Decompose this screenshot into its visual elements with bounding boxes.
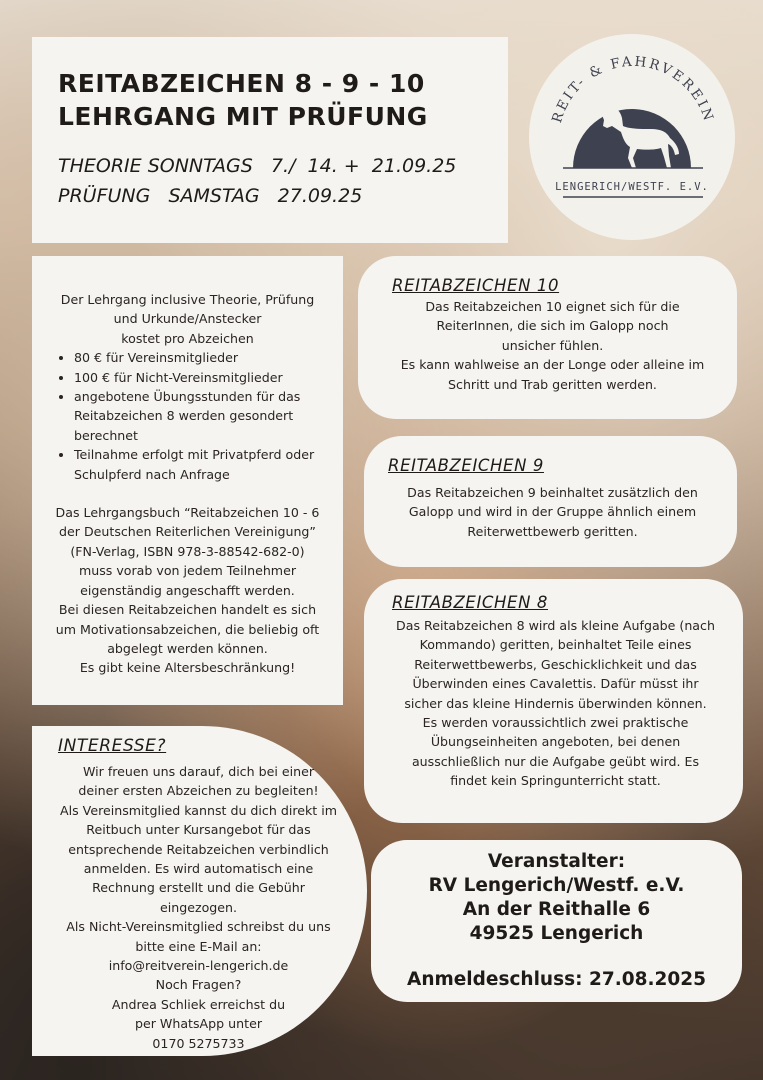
body-line: Galopp und wird in der Gruppe ähnlich einem: [408, 504, 697, 520]
body-line: Als Nicht-Vereinsmitglied schreibst du uns: [66, 919, 331, 935]
card-reitabzeichen-8: [364, 579, 743, 823]
organizer-name: RV Lengerich/Westf. e.V.: [428, 875, 685, 896]
book-line: Das Lehrgangsbuch “Reitabzeichen 10 - 6: [55, 505, 320, 521]
body-line: Reiterwettbewerb geritten.: [467, 523, 638, 539]
card-body: [392, 297, 713, 394]
book-line: muss vorab von jedem Teilnehmer: [78, 563, 297, 579]
header-panel: [32, 37, 508, 243]
body-line: entsprechende Reitabzeichen verbindlich: [68, 841, 329, 857]
title-line-1: REITABZEICHEN 8 - 9 - 10: [58, 69, 425, 98]
book-line: (FN-Verlag, ISBN 978-3-88542-682-0): [70, 543, 305, 559]
registration-deadline: Anmeldeschluss: 27.08.2025: [407, 969, 706, 990]
logo-bottom-text: LENGERICH/WESTF. E.V.: [555, 181, 709, 193]
intro-line: Der Lehrgang inclusive Theorie, Prüfung: [60, 292, 315, 307]
book-text: [50, 503, 325, 678]
body-line: bitte eine E-Mail an:: [135, 938, 262, 954]
body-line: Überwinden eines Cavalettis. Dafür müsst ihr: [412, 676, 699, 692]
body-line: Reitbuch unter Kursangebot für das: [86, 822, 311, 838]
card-title: REITABZEICHEN 10: [392, 276, 560, 295]
organizer-label: Veranstalter:: [487, 851, 626, 872]
card-body: [388, 483, 717, 541]
phone-number[interactable]: 0170 5275733: [152, 1035, 245, 1051]
exam-date: PRÜFUNG SAMSTAG 27.09.25: [58, 185, 363, 207]
intro-line: und Urkunde/Anstecker: [113, 311, 262, 327]
body-line: ausschließlich nur die Aufgabe geübt wird. Es: [411, 753, 700, 769]
intro-text: [50, 290, 325, 348]
course-info-panel: [32, 256, 343, 705]
list-item: • Teilnahme erfolgt mit Privatpferd oder Schulpferd nach Anfrage: [74, 445, 325, 484]
card-reitabzeichen-9: [364, 436, 737, 567]
intro-line: kostet pro Abzeichen: [121, 330, 254, 346]
body-line: Es kann wahlweise an der Longe oder alleine im: [400, 357, 705, 373]
list-item: • angebotene Übungsstunden für das Reitabzeichen 8 werden gesondert berechnet: [74, 387, 325, 445]
body-line: unsicher fühlen.: [501, 337, 604, 353]
body-line: eingezogen.: [159, 899, 237, 915]
logo-arc-text: REIT- & FAHRVEREIN: [549, 53, 717, 125]
body-line: findet kein Springunterricht statt.: [450, 773, 661, 789]
book-line: um Motivationsabzeichen, die beliebig oft: [55, 621, 320, 637]
club-logo: [529, 34, 735, 240]
body-line: ReiterInnen, die sich im Galopp noch: [436, 318, 669, 334]
body-line: Als Vereinsmitglied kannst du dich direkt im: [60, 802, 337, 818]
body-line: Das Reitabzeichen 9 beinhaltet zusätzlich den: [407, 485, 698, 500]
book-line: abgelegt werden können.: [107, 640, 268, 656]
card-reitabzeichen-10: [358, 256, 737, 419]
book-line: der Deutschen Reiterlichen Vereinigung”: [59, 524, 316, 540]
body-line: Es werden voraussichtlich zwei praktische: [422, 715, 689, 731]
body-line: Rechnung erstellt und die Gebühr: [92, 880, 305, 896]
interest-title: INTERESSE?: [58, 736, 167, 756]
body-line: Reiterwettbewerbs, Geschicklichkeit und das: [414, 656, 697, 672]
body-line: Schritt und Trab geritten werden.: [448, 376, 657, 392]
book-line: eigenständig angeschafft werden.: [80, 582, 295, 598]
body-line: anmelden. Es wird automatisch eine: [83, 861, 314, 877]
body-line: per WhatsApp unter: [134, 1016, 262, 1032]
book-line: Es gibt keine Altersbeschränkung!: [79, 660, 296, 676]
card-title: REITABZEICHEN 8: [392, 593, 548, 612]
body-line: Wir freuen uns darauf, dich bei einer: [82, 764, 314, 779]
body-line: deiner ersten Abzeichen zu begleiten!: [78, 783, 319, 799]
theory-dates: THEORIE SONNTAGS 7./ 14. + 21.09.25: [58, 155, 457, 177]
body-line: Noch Fragen?: [155, 977, 242, 993]
body-line: Andrea Schliek erreichst du: [111, 996, 286, 1012]
interest-panel: [32, 726, 367, 1056]
body-line: Kommando) geritten, beinhaltet Teile eines: [419, 637, 692, 653]
body-line: Das Reitabzeichen 10 eignet sich für die: [425, 299, 680, 314]
interest-body: [40, 762, 357, 1053]
body-line: sicher das kleine Hindernis überwinden können.: [404, 695, 707, 711]
list-item: • 100 € für Nicht-Vereinsmitglieder: [74, 368, 325, 387]
body-line: Das Reitabzeichen 8 wird als kleine Aufgabe (nach: [396, 618, 715, 633]
email-link[interactable]: info@reitverein-lengerich.de: [108, 958, 289, 974]
organizer-panel: [371, 840, 742, 1002]
list-item: • 80 € für Vereinsmitglieder: [74, 348, 325, 367]
organizer-city: 49525 Lengerich: [469, 923, 644, 944]
organizer-street: An der Reithalle 6: [462, 899, 651, 920]
card-title: REITABZEICHEN 9: [388, 456, 544, 475]
card-body: [388, 616, 723, 791]
club-logo-graphic: [529, 34, 735, 240]
price-list: [50, 348, 325, 484]
body-line: Übungseinheiten angeboten, bei denen: [430, 734, 681, 750]
title-line-2: LEHRGANG MIT PRÜFUNG: [58, 102, 428, 131]
book-line: Bei diesen Reitabzeichen handelt es sich: [58, 602, 317, 618]
